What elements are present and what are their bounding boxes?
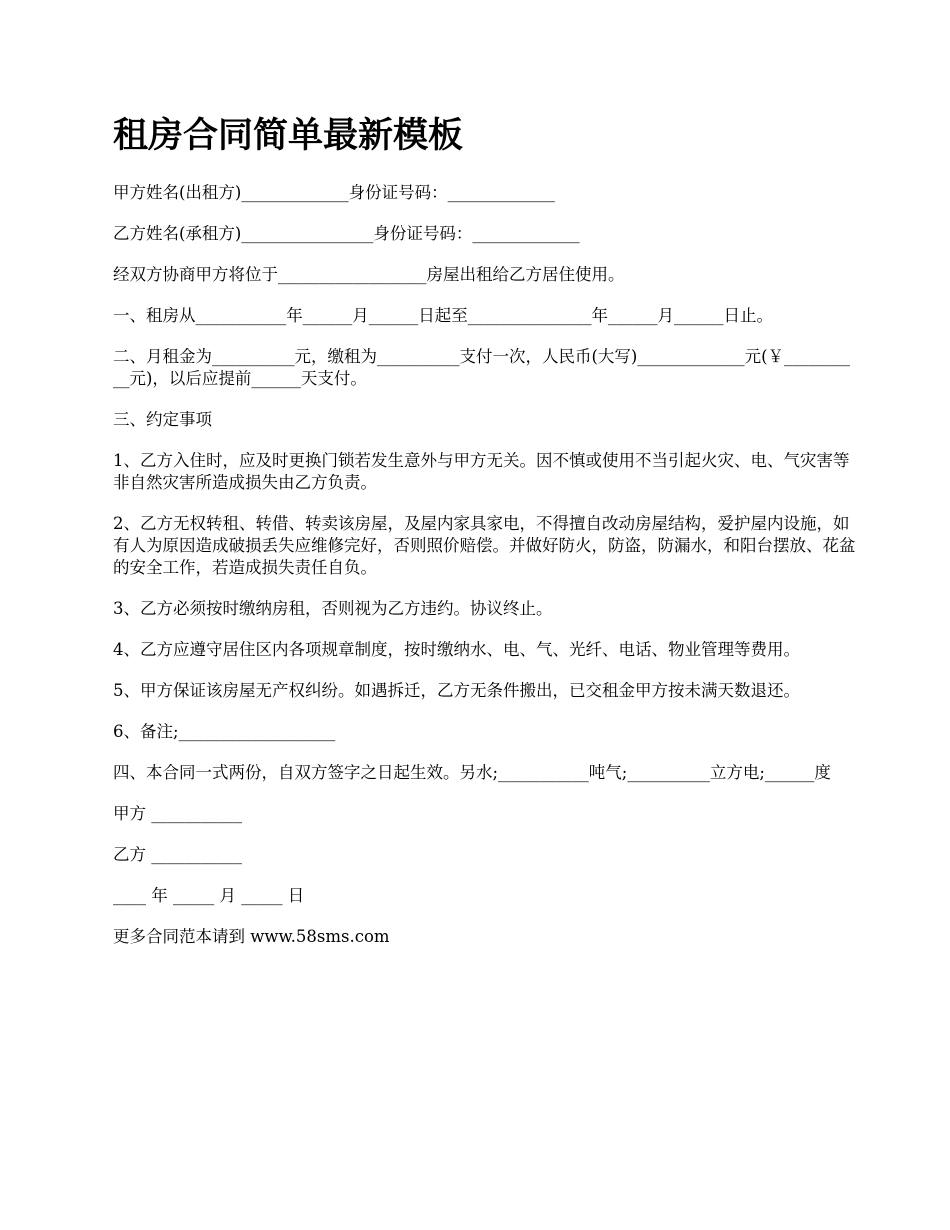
agreed-item-1: 1、乙方入住时，应及时更换门锁若发生意外与甲方无关。因不慎或使用不当引起火灾、电、气灾害等非自然灾害所造成损失由乙方负责。 — [113, 451, 850, 492]
agreed-item-6-remarks: 6、备注;___________________ — [113, 722, 336, 741]
clause-agreed-items-heading: 三、约定事项 — [113, 410, 212, 429]
signature-party-b: 乙方 ___________ — [113, 845, 242, 864]
signature-party-a: 甲方 ___________ — [113, 804, 242, 823]
agreed-item-3: 3、乙方必须按时缴纳房租，否则视为乙方违约。协议终止。 — [113, 599, 553, 618]
signature-date: ____ 年 _____ 月 _____ 日 — [113, 886, 305, 905]
clause-rent-payment: 二、月租金为__________元，缴租为__________支付一次，人民币(大写)_____________元(￥__________元)，以后应提前______天支付。 — [113, 347, 851, 388]
clause-rental-period: 一、租房从___________年______月______日起至_______________年______月______日止。 — [113, 306, 773, 325]
property-location-line: 经双方协商甲方将位于__________________房屋出租给乙方居住使用。 — [113, 265, 625, 284]
party-a-line: 甲方姓名(出租方)_____________身份证号码：_____________ — [113, 183, 555, 202]
clause-effective-utilities: 四、本合同一式两份，自双方签字之日起生效。另水;___________吨气;__________立方电;______度 — [113, 763, 831, 782]
agreed-item-4: 4、乙方应遵守居住区内各项规章制度，按时缴纳水、电、气、光纤、电话、物业管理等费用。 — [113, 640, 800, 659]
footer-more-templates: 更多合同范本请到 www.58sms.com — [113, 927, 390, 946]
party-b-line: 乙方姓名(承租方)________________身份证号码：_____________ — [113, 224, 580, 243]
agreed-item-5: 5、甲方保证该房屋无产权纠纷。如遇拆迁，乙方无条件搬出，已交租金甲方按未满天数退还。 — [113, 681, 800, 700]
document-title: 租房合同简单最新模板 — [113, 115, 464, 156]
document-page — [113, 112, 858, 967]
agreed-item-2: 2、乙方无权转租、转借、转卖该房屋，及屋内家具家电，不得擅自改动房屋结构，爱护屋内设施，如有人为原因造成破损丢失应维修完好，否则照价赔偿。并做好防火，防盗，防漏水，和阳台摆放、花盆的安全工作，若造成损失责任自负。 — [113, 514, 856, 577]
